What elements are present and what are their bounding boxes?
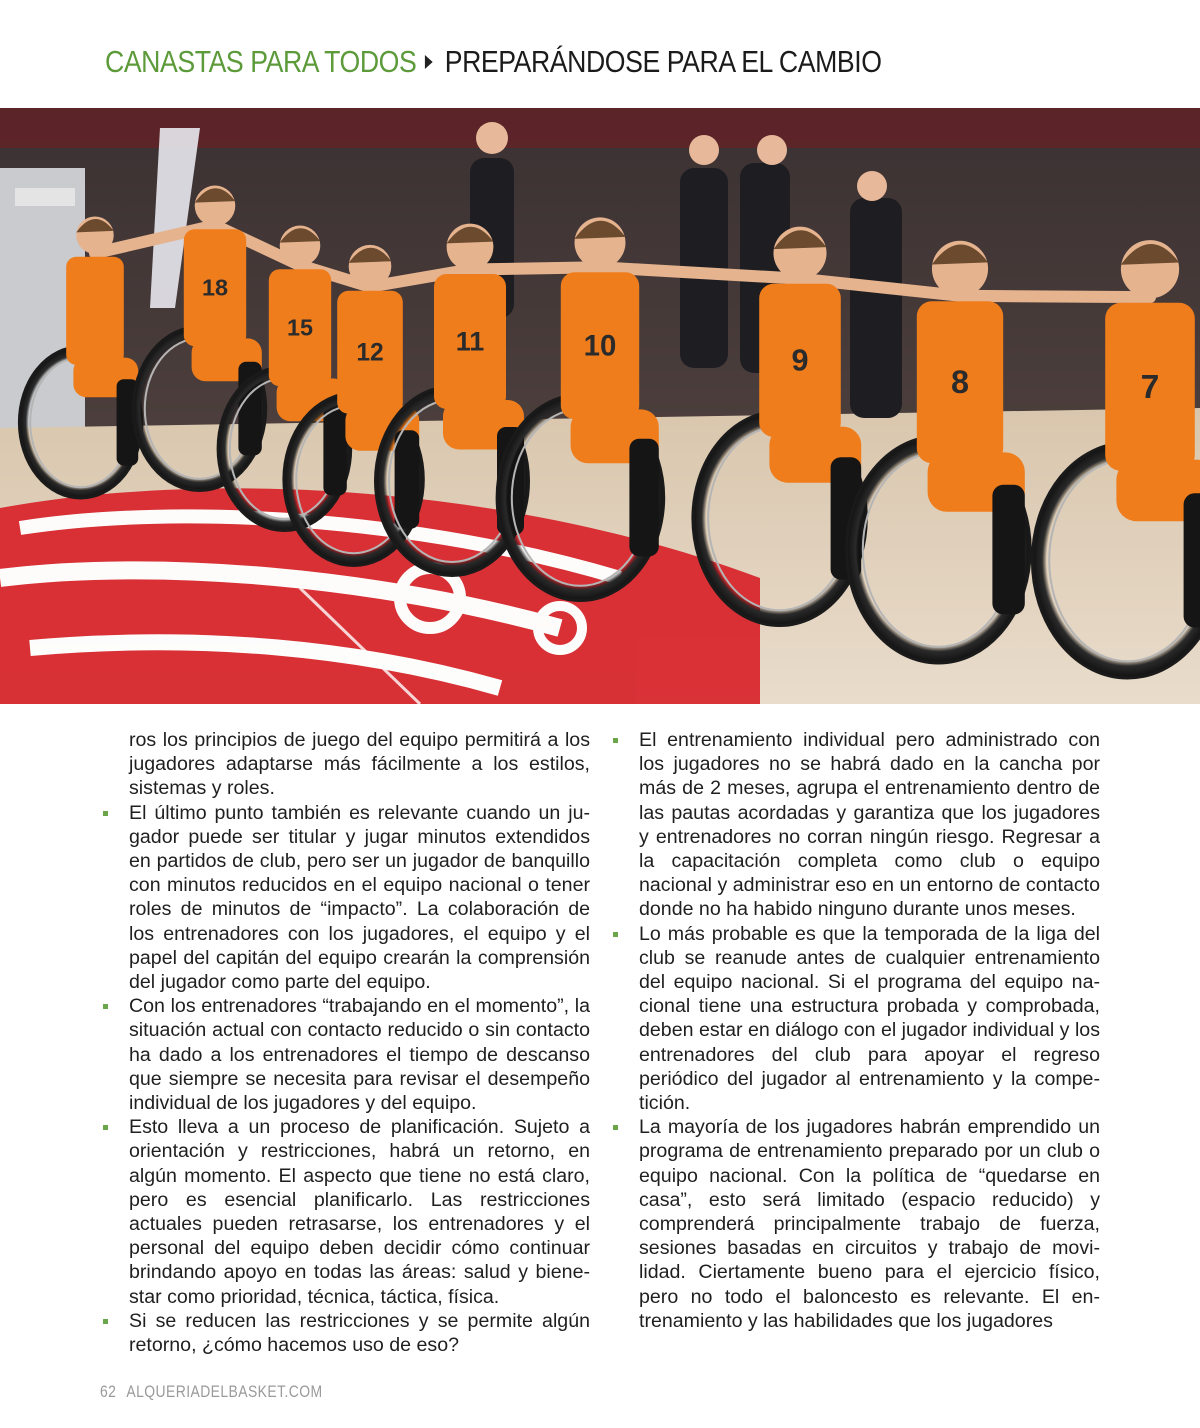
jersey-number: 10 — [583, 329, 617, 363]
jersey-number: 9 — [791, 343, 809, 378]
list-item: El entrenamiento individual pero administrado con los jugadores no se habrá dado en la cancha por más de 2 meses, agrupa el entrenamiento dentro de las pautas acordadas y garantiza que los jugadores y entrenadores no corran ningún riesgo. Regresar a la capacitación completa como club o equipo nacional y administrar eso en un entorno de contacto donde no ha habido ninguno durante unos meses. — [639, 729, 1100, 921]
chevron-right-icon — [425, 55, 433, 69]
right-bullet-list — [639, 728, 1100, 1333]
list-item: La mayoría de los jugadores habrán emprendido un programa de entrenamiento preparado por un club o equipo nacional. Con la política de “quedarse en casa”, esto será limitado (espacio reducido) y comprenderá principalmente trabajo de fuerza, sesiones basadas en circuitos y trabajo de movilidad. Ciertamente bueno para el ejercicio físico, pero no todo el baloncesto es relevante. El entrenamiento y las habilidades que los jugadores — [639, 1116, 1100, 1332]
left-column — [129, 728, 590, 1357]
list-item: Si se reducen las restricciones y se permite algún retorno, ¿cómo hacemos uso de eso? — [129, 1309, 590, 1357]
right-column — [639, 728, 1100, 1333]
article-title: PREPARÁNDOSE PARA EL CAMBIO — [444, 44, 882, 79]
jersey-number: 18 — [201, 274, 229, 301]
list-item: Esto lleva a un proceso de planificación. Sujeto a orientación y restricciones, habrá un retorno, en algún momento. El aspecto que tiene no está claro, pero es esencial planificarlo. Las restricciones actuales pueden retrasarse, los entrenadores y el personal del equipo deben decidir cómo continuar brindando apoyo en todas las áreas: salud y bienestar como prioridad, técnica, táctica, física. — [129, 1116, 590, 1308]
continuation-paragraph: ros los principios de juego del equipo permitirá a los jugadores adaptarse más fácilmente a los estilos, sistemas y roles. — [129, 729, 590, 800]
list-item: El último punto también es relevante cuando un jugador puede ser titular y jugar minutos extendidos en partidos de club, pero ser un jugador de banquillo con minutos reducidos en el equipo nacional o tener roles de minutos de “impacto”. La colaboración de los entrenadores con los jugadores, el equipo y el papel del capitán del equipo crearán la comprensión del jugador como parte del equipo. — [129, 801, 590, 994]
site-url: ALQUERIADELBASKET.COM — [126, 1382, 323, 1401]
jersey-number: 15 — [286, 314, 314, 341]
jersey-number: 11 — [455, 326, 485, 357]
left-bullet-list — [129, 801, 590, 1358]
jersey-number: 8 — [950, 364, 970, 400]
page-number: 62 — [100, 1382, 117, 1401]
page-footer — [100, 1382, 323, 1402]
list-item: Con los entrenadores “trabajando en el momento”, la situación actual con contacto reducido o sin contacto ha dado a los entrenadores el tiempo de descanso que siempre se necesita para revisar el desempeño individual de los jugadores y del equipo. — [129, 995, 590, 1115]
wheelchair-basketball-team-photo-icon — [0, 108, 1200, 704]
jersey-number: 12 — [356, 339, 384, 367]
jersey-number: 7 — [1140, 369, 1160, 406]
team-photo — [0, 108, 1200, 704]
list-item: Lo más probable es que la temporada de la liga del club se reanude antes de cualquier entrenamiento del equipo nacional. Si el programa del equipo nacional tiene una estructura probada y comprobada, deben estar en diálogo con el jugador individual y los entrenadores del club para apoyar el regreso periódico del jugador al entrenamiento y la competición. — [639, 922, 1100, 1115]
page-header — [105, 40, 882, 84]
section-title: CANASTAS PARA TODOS — [105, 44, 417, 79]
